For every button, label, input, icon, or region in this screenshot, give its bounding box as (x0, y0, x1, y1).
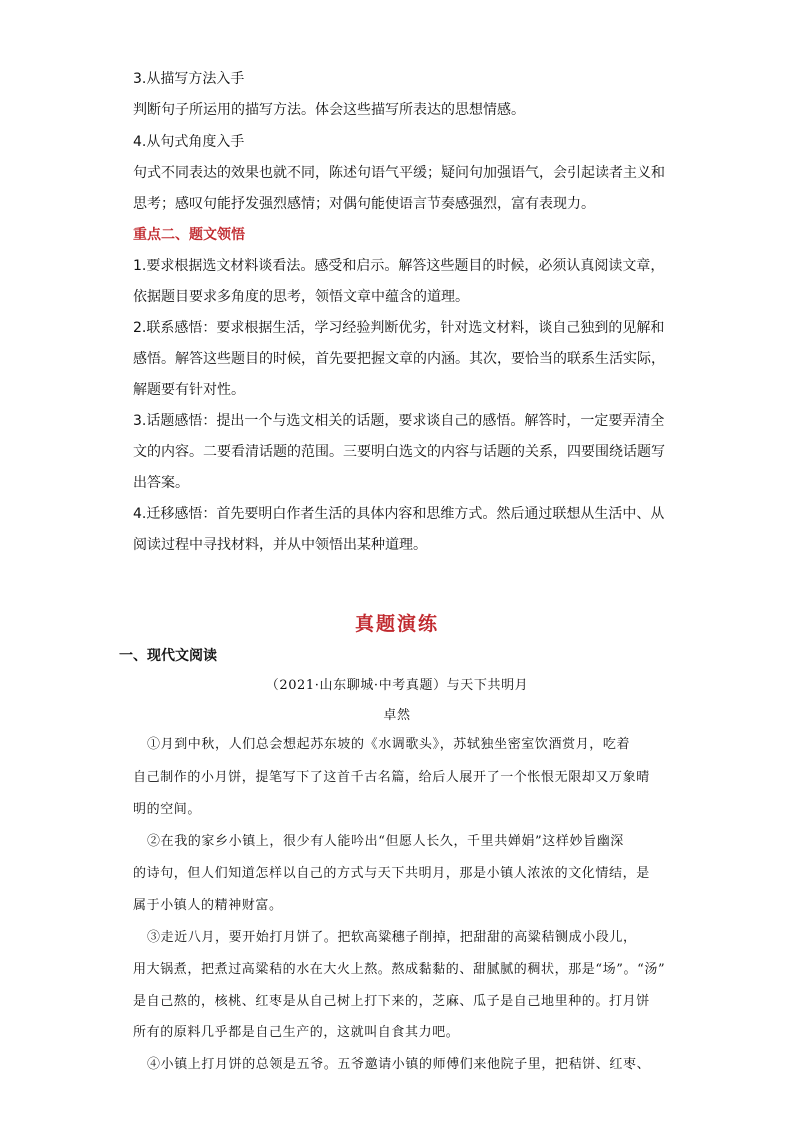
method-item-4-title: 4.从句式角度入手 (133, 134, 245, 150)
subheading-modern-reading: 一、现代文阅读 (119, 648, 217, 664)
method-item-3-title: 3.从描写方法入手 (133, 71, 245, 87)
paragraph-3-line-2: 用大锅煮，把煮过高粱秸的水在大火上熬。熬成黏黏的、甜腻腻的稠状，那是“场”。“汤” (133, 962, 666, 977)
section-title-practice: 真题演练 (354, 613, 439, 635)
paragraph-3-line-1: ③走近八月，要开始打月饼了。把软高粱穗子削掉，把甜甜的高粱秸铡成小段儿， (147, 930, 637, 945)
paragraph-2-line-2: 的诗句，但人们知道怎样以自己的方式与天下共明月，那是小镇人浓浓的文化情结，是 (133, 866, 650, 881)
paragraph-1-line-3: 明的空间。 (133, 802, 202, 817)
article-source-title: （2021·山东聊城·中考真题）与天下共明月 (265, 678, 529, 693)
insight-item-4-line-2: 阅读过程中寻找材料，并从中领悟出某种道理。 (133, 537, 427, 553)
method-item-4-text-line-2: 思考；感叹句能抒发强烈感情；对偶句能使语言节奏感强烈，富有表现力。 (133, 196, 595, 212)
insight-item-3-line-2: 文的内容。二要看清话题的范围。三要明白选文的内容与话题的关系，四要围绕话题写 (133, 444, 665, 460)
article-author: 卓然 (383, 708, 411, 723)
method-item-3-text: 判断句子所运用的描写方法。体会这些描写所表达的思想情感。 (133, 102, 525, 118)
section-heading-key-point-2: 重点二、题文领悟 (133, 227, 245, 243)
paragraph-3-line-3: 是自己熬的，核桃、红枣是从自己树上打下来的，芝麻、瓜子是自己地里种的。打月饼 (133, 994, 650, 1009)
insight-item-3-line-1: 3.话题感悟：提出一个与选文相关的话题，要求谈自己的感悟。解答时，一定要弄清全 (133, 413, 665, 429)
insight-item-2-line-1: 2.联系感悟：要求根据生活，学习经验判断优劣，针对选文材料，谈自己独到的见解和 (133, 320, 665, 336)
insight-item-2-line-3: 解题要有针对性。 (133, 382, 245, 398)
paragraph-3-line-4: 所有的原料几乎都是自己生产的，这就叫自食其力吧。 (133, 1025, 460, 1040)
method-item-4-text-line-1: 句式不同表达的效果也就不同，陈述句语气平缓；疑问句加强语气，会引起读者主义和 (133, 165, 665, 181)
paragraph-1-line-1: ①月到中秋，人们总会想起苏东坡的《水调歌头》，苏轼独坐密室饮酒赏月，吃着 (147, 737, 631, 752)
insight-item-2-line-2: 感悟。解答这些题目的时候，首先要把握文章的内涵。其次，要恰当的联系生活实际， (133, 351, 665, 367)
paragraph-2-line-1: ②在我的家乡小镇上，很少有人能吟出“但愿人长久，千里共婵娟”这样妙旨幽深 (147, 834, 624, 849)
insight-item-1-line-2: 依据题目要求多角度的思考，领悟文章中蕴含的道理。 (133, 289, 469, 305)
paragraph-4-line-1: ④小镇上打月饼的总领是五爷。五爷邀请小镇的师傅们来他院子里，把秸饼、红枣、 (147, 1057, 651, 1072)
paragraph-2-line-3: 属于小镇人的精神财富。 (133, 898, 283, 913)
insight-item-4-line-1: 4.迁移感悟：首先要明白作者生活的具体内容和思维方式。然后通过联想从生活中、从 (133, 506, 665, 522)
insight-item-3-line-3: 出答案。 (133, 475, 189, 491)
insight-item-1-line-1: 1.要求根据选文材料谈看法。感受和启示。解答这些题目的时候，必须认真阅读文章， (133, 258, 665, 274)
paragraph-1-line-2: 自己制作的小月饼，提笔写下了这首千古名篇，给后人展开了一个怅恨无限却又万象晴 (133, 770, 650, 785)
